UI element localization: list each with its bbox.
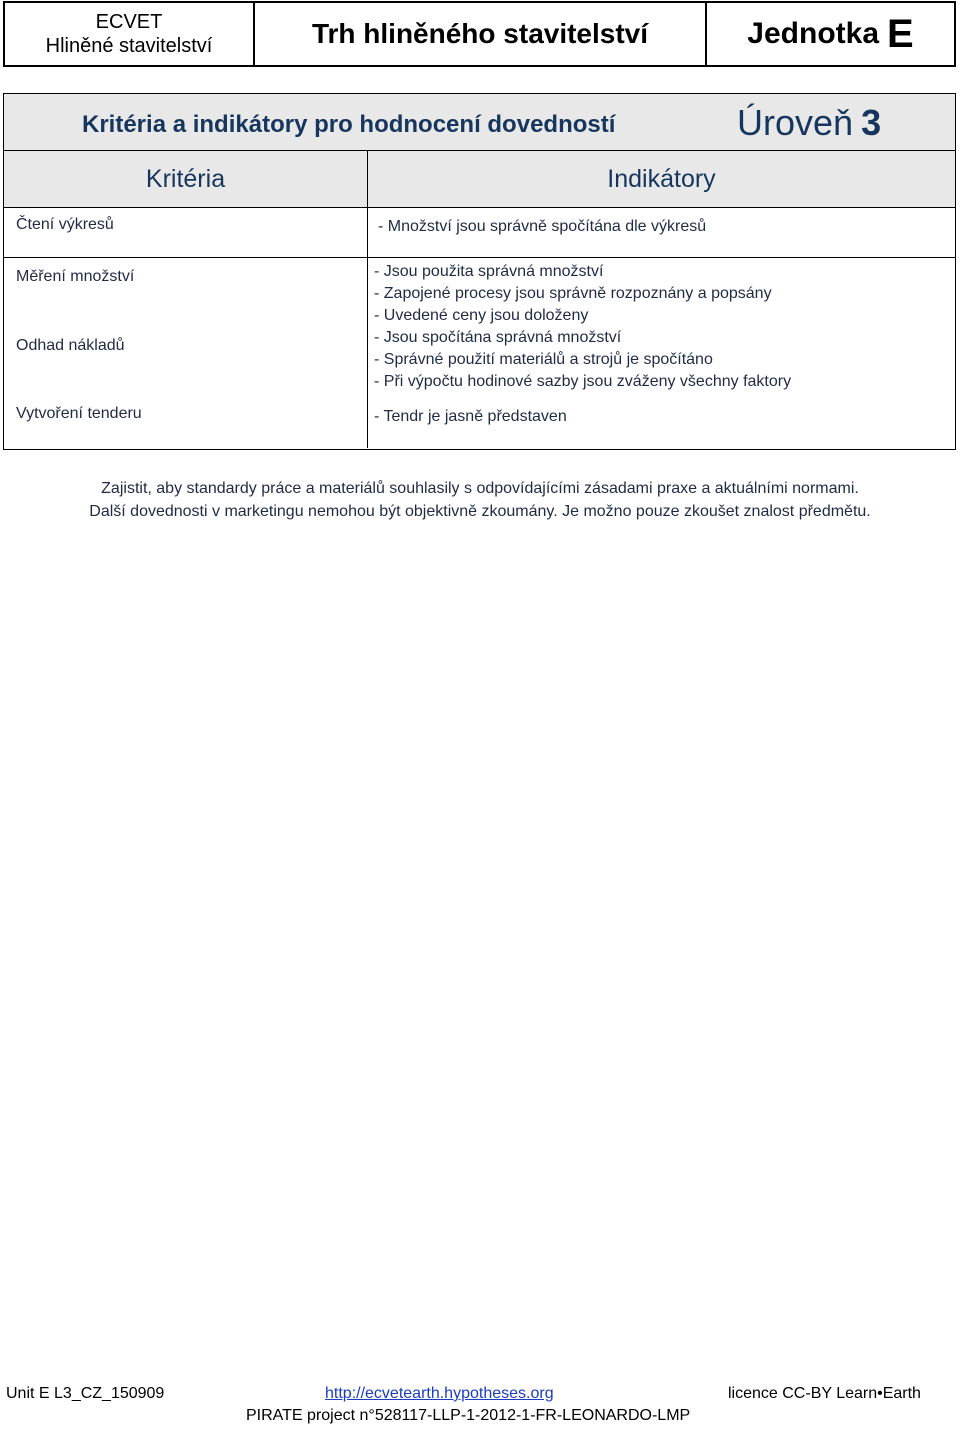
header-program-subtitle: Hliněné stavitelství [45,35,213,57]
footer-unit-code: Unit E L3_CZ_150909 [6,1385,165,1402]
indicator-item: - Při výpočtu hodinové sazby jsou zváženy všechny faktory [374,373,792,390]
indicator-item: - Uvedené ceny jsou doloženy [374,307,589,324]
table-title: Kritéria a indikátory pro hodnocení dovedností [82,111,616,138]
indicator-item: - Jsou použita správná množství [374,263,604,280]
column-header-indicators: Indikátory [607,164,716,193]
criterion-cell: Vytvoření tenderu [16,405,142,422]
table-row-group [4,258,955,448]
criterion-cell: Čtení výkresů [4,208,368,257]
document-header [3,1,956,67]
indicator-cell: - Množství jsou správně spočítána dle výkresů [378,218,707,235]
header-program-cell [5,3,255,65]
note-line: Další dovednosti v marketingu nemohou být objektivně zkoumány. Je možno pouze zkoušet znalost předmětu. [89,503,871,520]
criterion-cell: Měření množství [16,268,135,285]
indicator-list [374,261,791,393]
note-line: Zajistit, aby standardy práce a materiálů souhlasily s odpovídajícími zásadami praxe a aktuálními normami. [101,480,859,497]
footer-project: PIRATE project n°528117-LLP-1-2012-1-FR-LEONARDO-LMP [246,1407,691,1424]
level-indicator [737,102,881,144]
indicator-item: - Správné použití materiálů a strojů je spočítáno [374,351,713,368]
header-unit-cell [707,3,954,65]
header-course-title: Trh hliněného stavitelství [311,18,649,49]
table-title-row [4,94,955,151]
level-number: 3 [861,102,882,143]
column-divider [367,258,368,448]
assessment-note [0,477,960,523]
criterion-cell: Odhad nákladů [16,337,125,354]
footer-link[interactable]: http://ecvetearth.hypotheses.org [325,1385,554,1402]
table-row [4,208,955,258]
header-unit-letter: E [887,11,914,56]
footer-licence: licence CC-BY Learn•Earth [728,1385,921,1402]
indicator-item: - Tendr je jasně představen [374,408,567,425]
header-unit-label: Jednotka [747,17,880,50]
column-header-criteria: Kritéria [4,151,368,207]
column-header-row [4,151,955,208]
indicator-item: - Zapojené procesy jsou správně rozpoznány a popsány [374,285,772,302]
header-course-cell [255,3,707,65]
level-label: Úroveň [737,102,854,143]
indicator-item: - Jsou spočítána správná množství [374,329,622,346]
header-program-title: ECVET [95,11,163,33]
criteria-table [3,93,956,450]
